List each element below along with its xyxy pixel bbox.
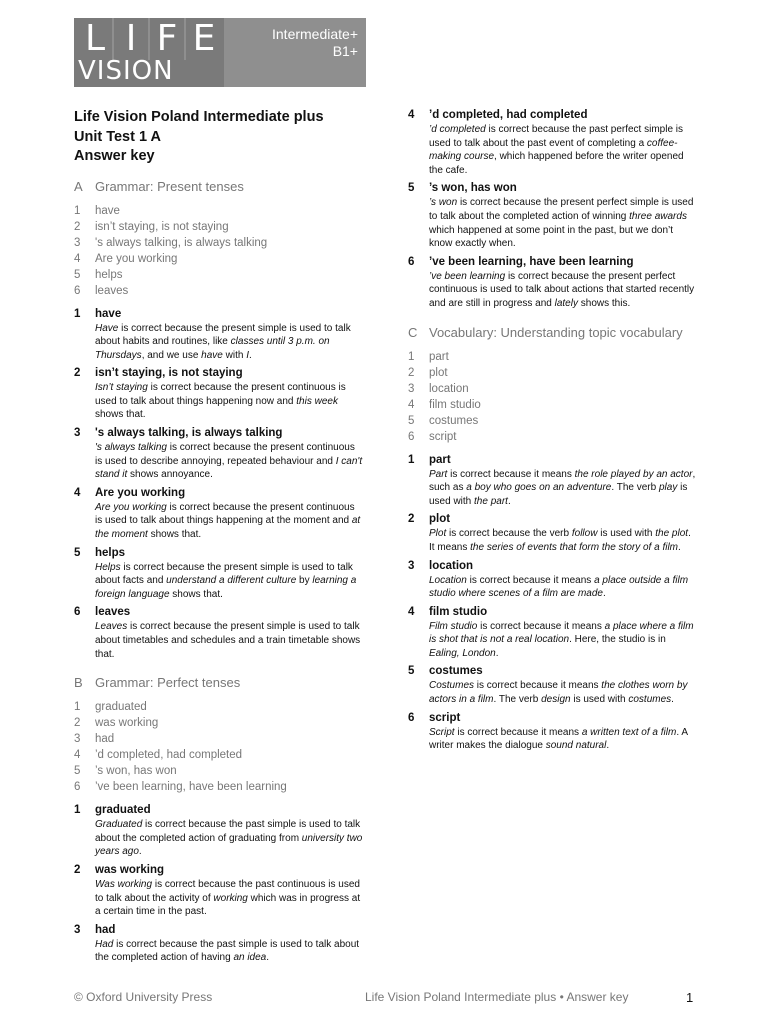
answer-number: 4 — [74, 252, 81, 265]
logo-vision: VISION — [78, 56, 174, 86]
explanation-number: 3 — [408, 559, 415, 572]
explanation-heading: leaves — [95, 606, 131, 619]
answer-text: costumes — [429, 414, 479, 427]
answer-item — [74, 715, 364, 731]
answer-number: 2 — [74, 717, 81, 730]
explanation-number: 2 — [74, 367, 81, 380]
explanation-item — [408, 108, 698, 177]
explanation-item — [74, 605, 364, 661]
answer-text: had — [95, 733, 115, 746]
explanation-heading: film studio — [429, 605, 488, 618]
explanation-text: Graduated is correct because the past simple is used to talk about the completed action of graduating from university two years ago. — [95, 819, 363, 858]
explanation-item — [74, 803, 364, 859]
explanation-text: Had is correct because the past simple is used to talk about the completed action of having an idea. — [95, 938, 360, 964]
logo-letter: E — [192, 18, 216, 59]
answer-text: part — [429, 350, 449, 363]
answer-text: location — [429, 382, 469, 395]
answer-number: 3 — [408, 382, 415, 395]
logo-letter: I — [114, 18, 150, 60]
answer-text: film studio — [429, 398, 481, 411]
explanation-item — [408, 605, 698, 661]
answer-item — [408, 429, 698, 445]
answer-text: plot — [429, 366, 448, 379]
answer-number: 3 — [74, 236, 81, 249]
answer-item — [74, 763, 364, 779]
answer-text: was working — [95, 717, 159, 730]
explanation-text: Costumes is correct because it means the clothes worn by actors in a film. The verb design is used with costumes. — [429, 680, 688, 706]
answer-item — [74, 267, 364, 283]
answer-number: 5 — [74, 268, 81, 281]
answer-number: 1 — [74, 204, 81, 217]
explanation-number: 2 — [408, 513, 415, 526]
explanation-text: Was working is correct because the past continuous is used to talk about the activity of working which was in progress at a certain time in the past. — [95, 878, 361, 918]
explanation-text: ’d completed is correct because the past perfect simple is used to talk about the past event of completing a coffee-making course, which happened before the writer opened the cafe. — [429, 124, 684, 176]
section-a-heading: A Grammar: Present tenses — [74, 178, 244, 194]
answer-number: 1 — [74, 701, 81, 714]
explanation-item — [408, 255, 698, 311]
answer-text: graduated — [95, 701, 147, 714]
explanation-number: 3 — [74, 923, 81, 936]
explanation-heading: isn’t staying, is not staying — [95, 367, 243, 380]
answer-number: 6 — [74, 284, 81, 297]
header-banner — [74, 18, 366, 87]
footer-copyright: © Oxford University Press — [74, 990, 213, 1004]
explanation-number: 5 — [74, 546, 81, 559]
explanation-heading: part — [429, 453, 451, 466]
answer-item — [408, 413, 698, 429]
explanation-heading: graduated — [95, 804, 151, 817]
explanation-text: Plot is correct because the verb follow is used with the plot. It means the series of events that form the story of a film. — [429, 528, 691, 553]
section-a-explanations — [74, 307, 364, 662]
answer-text: ’s won, has won — [95, 765, 177, 778]
explanation-heading: script — [429, 711, 461, 724]
answer-item — [74, 251, 364, 267]
answer-number: 3 — [74, 733, 81, 746]
logo-letter: L — [78, 18, 114, 60]
answer-number: 2 — [408, 366, 415, 379]
explanation-number: 1 — [408, 453, 415, 466]
explanation-number: 4 — [408, 109, 415, 121]
explanation-number: 1 — [74, 307, 81, 320]
logo-letter: F — [150, 18, 186, 60]
answer-number: 4 — [74, 749, 81, 762]
explanation-number: 1 — [74, 804, 81, 817]
explanation-item — [408, 559, 698, 601]
explanation-item — [74, 366, 364, 422]
answer-item — [74, 731, 364, 747]
answer-text: ’ve been learning, have been learning — [95, 781, 287, 794]
answer-item — [74, 779, 364, 795]
answer-item — [74, 219, 364, 235]
explanation-number: 6 — [408, 711, 415, 724]
explanation-text: Have is correct because the present simple is used to talk about habits and routines, like classes until 3 p.m. on Thursdays, and we use have with I. — [95, 322, 351, 361]
section-c-heading: C Vocabulary: Understanding topic vocabulary — [408, 324, 683, 340]
explanation-heading: 's always talking, is always talking — [95, 427, 283, 440]
explanation-text: Location is correct because it means a place outside a film studio where scenes of a film are made. — [429, 574, 689, 600]
answer-number: 1 — [408, 350, 415, 363]
explanation-item — [74, 426, 364, 482]
explanation-item — [74, 863, 364, 919]
section-b-answers — [74, 699, 364, 795]
answer-text: have — [95, 204, 120, 217]
explanation-heading: was working — [95, 863, 165, 876]
explanation-text: Film studio is correct because it means a place where a film is shot that is not a real location. Here, the studio is in Ealing, London. — [429, 620, 694, 659]
answer-text: 's always talking, is always talking — [95, 236, 268, 249]
answer-item — [408, 381, 698, 397]
answer-item — [408, 365, 698, 381]
answer-number: 6 — [74, 781, 81, 794]
section-c-answers — [408, 349, 698, 445]
explanation-text: Leaves is correct because the present simple is used to talk about timetables and schedules and a train timetable shows that. — [95, 621, 361, 660]
answer-item — [74, 235, 364, 251]
section-a-answers — [74, 203, 364, 299]
explanation-text: Isn’t staying is correct because the present continuous is used to talk about things happening now and this week shows that. — [95, 382, 346, 421]
explanation-number: 5 — [408, 182, 415, 195]
explanation-item — [408, 512, 698, 554]
footer-course: Life Vision Poland Intermediate plus • Answer key — [365, 990, 629, 1004]
explanation-item — [74, 307, 364, 363]
explanation-number: 3 — [74, 427, 81, 440]
left-column — [74, 108, 364, 969]
page-number: 1 — [686, 990, 694, 1005]
section-b-explanations-left — [74, 803, 364, 965]
explanation-text: Part is correct because it means the role played by an actor, such as a boy who goes on an adventure. The verb play is used with the part. — [429, 468, 696, 507]
explanation-heading: Are you working — [95, 486, 186, 499]
answer-text: Are you working — [95, 252, 178, 265]
explanation-heading: plot — [429, 513, 451, 526]
answer-item — [74, 203, 364, 219]
explanation-item — [408, 453, 698, 509]
life-vision-logo — [74, 18, 224, 87]
explanation-item — [74, 546, 364, 602]
answer-number: 5 — [408, 414, 415, 427]
answer-number: 2 — [74, 220, 81, 233]
answer-text: helps — [95, 268, 123, 281]
explanation-item — [408, 711, 698, 753]
level-label: Intermediate+ B1+ — [272, 26, 358, 59]
explanation-heading: have — [95, 307, 122, 320]
explanation-number: 6 — [408, 255, 415, 268]
explanation-heading: ’s won, has won — [429, 182, 517, 195]
explanation-text: Are you working is correct because the present continuous is used to talk about things happening at the moment and at the moment shows that. — [95, 501, 361, 541]
section-b-heading: B Grammar: Perfect tenses — [74, 675, 241, 691]
explanation-heading: costumes — [429, 665, 483, 678]
right-column — [408, 108, 698, 757]
answer-text: isn’t staying, is not staying — [95, 220, 229, 233]
explanation-item — [408, 664, 698, 706]
answer-number: 6 — [408, 430, 415, 443]
explanation-item — [74, 923, 364, 965]
answer-item — [74, 747, 364, 763]
answer-item — [408, 349, 698, 365]
explanation-text: ’s won is correct because the present perfect simple is used to talk about the completed action of winning three awards which happened at some point in the past, but we don’t know exactly when. — [429, 197, 694, 250]
explanation-number: 4 — [408, 605, 415, 618]
answer-number: 5 — [74, 765, 81, 778]
explanation-text: 's always talking is correct because the present continuous is used to describe annoying, repeated behaviour and I can't stand it shows annoyance. — [95, 442, 363, 481]
answer-item — [74, 699, 364, 715]
explanation-number: 4 — [74, 486, 81, 499]
explanation-text: Script is correct because it means a written text of a film. A writer makes the dialogue sound natural. — [429, 726, 688, 752]
explanation-heading: had — [95, 923, 116, 936]
answer-item — [408, 397, 698, 413]
explanation-item — [74, 486, 364, 542]
explanation-heading: ’d completed, had completed — [429, 109, 588, 121]
explanation-heading: ’ve been learning, have been learning — [429, 255, 634, 268]
section-b-explanations-right — [408, 108, 698, 311]
explanation-heading: helps — [95, 546, 126, 559]
answer-text: script — [429, 430, 457, 443]
explanation-number: 2 — [74, 863, 81, 876]
document-title: Life Vision Poland Intermediate plus Unit Test 1 A Answer key — [74, 109, 324, 164]
answer-number: 4 — [408, 398, 415, 411]
explanation-text: ’ve been learning is correct because the present perfect continuous is used to talk about actions that started recently and are still in progress and lately shows this. — [429, 270, 695, 309]
answer-item — [74, 283, 364, 299]
explanation-number: 5 — [408, 665, 415, 678]
answer-text: ’d completed, had completed — [95, 749, 243, 762]
explanation-item — [408, 181, 698, 250]
explanation-text: Helps is correct because the present simple is used to talk about facts and understand a different culture by learning a foreign language shows that. — [95, 561, 357, 600]
explanation-number: 6 — [74, 606, 81, 619]
answer-text: leaves — [95, 284, 129, 297]
explanation-heading: location — [429, 559, 474, 572]
section-c-explanations — [408, 453, 698, 753]
